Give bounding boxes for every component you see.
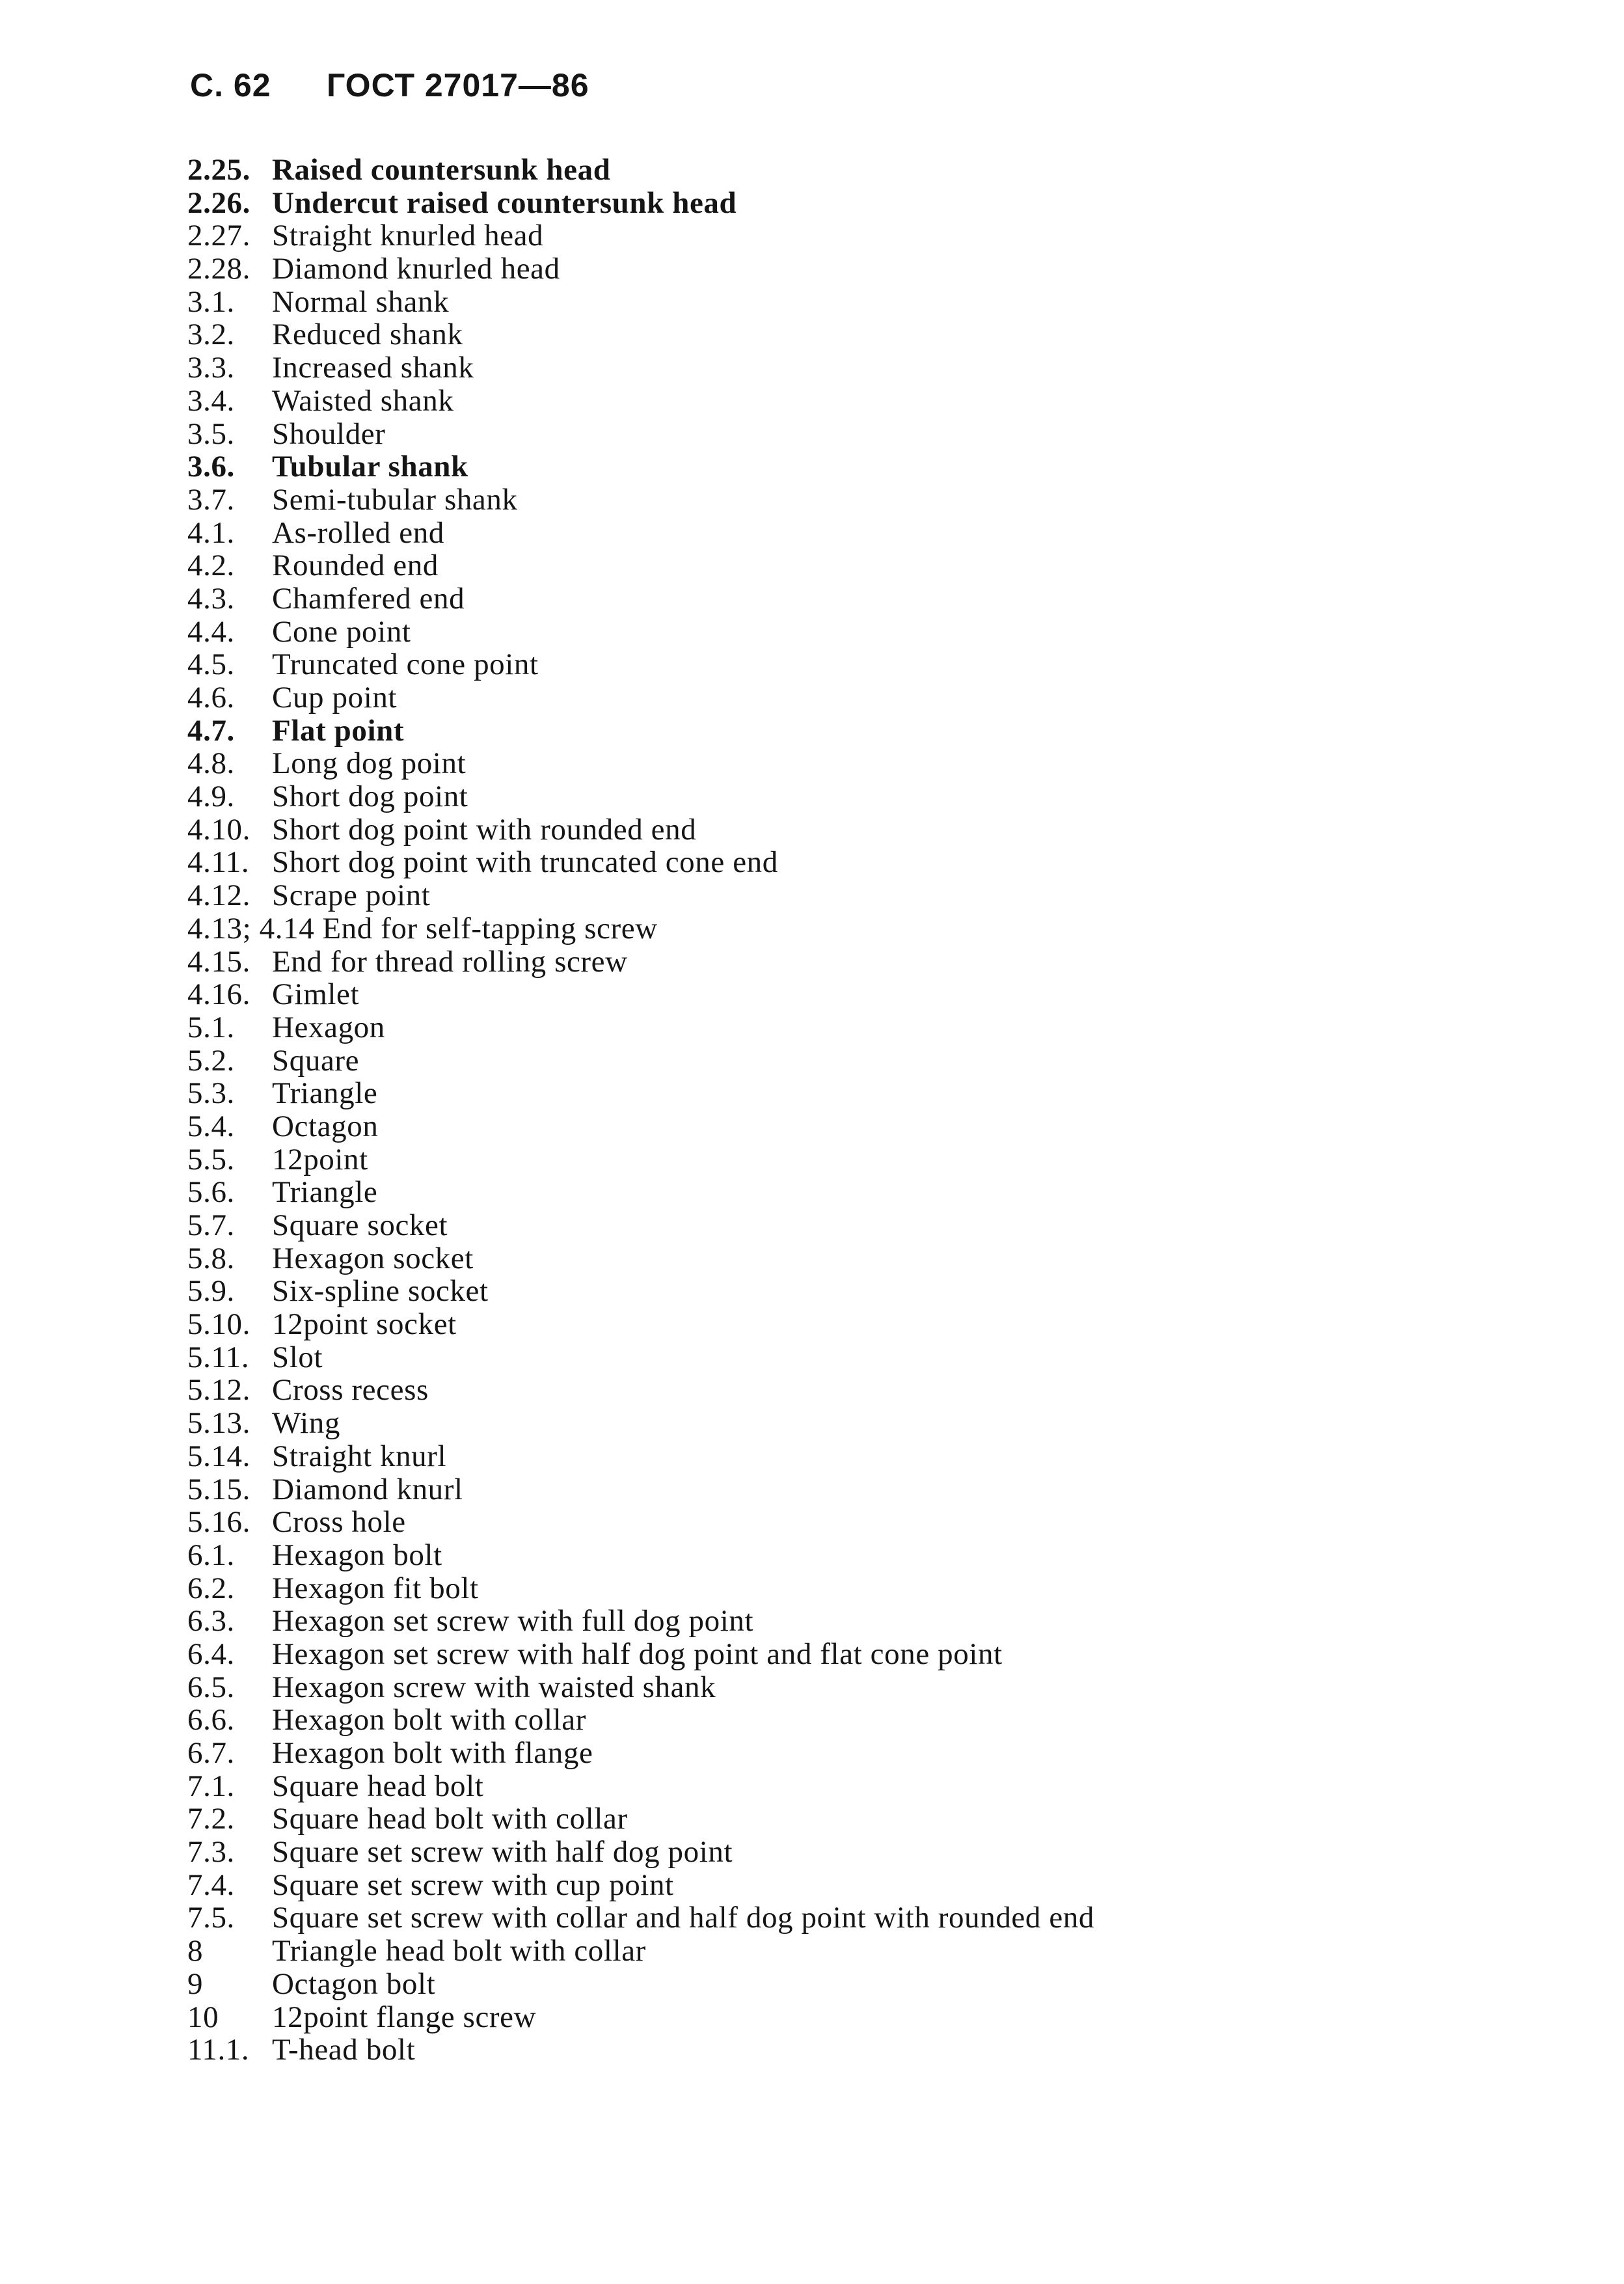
list-item — [187, 1836, 1094, 1869]
item-number: 4.12. — [187, 878, 250, 913]
list-item — [187, 385, 1094, 418]
item-number: 7.5. — [187, 1901, 235, 1935]
item-number: 7.2. — [187, 1802, 235, 1836]
item-number: 5.5. — [187, 1142, 235, 1176]
standard-designation: ГОСТ 27017—86 — [327, 67, 589, 103]
item-number: 4.13; 4.14 — [187, 911, 315, 945]
list-item — [187, 1869, 1094, 1902]
item-number: 8 — [187, 1934, 204, 1968]
list-item — [187, 1572, 1094, 1605]
item-term: Straight knurl — [272, 1439, 447, 1473]
item-number: 5.3. — [187, 1076, 235, 1111]
list-item — [187, 912, 1094, 945]
item-number: 3.7. — [187, 482, 235, 517]
list-item — [187, 318, 1094, 351]
list-item — [187, 1671, 1094, 1704]
item-term: Triangle — [272, 1076, 378, 1111]
list-item — [187, 1077, 1094, 1110]
list-item — [187, 616, 1094, 649]
item-number: 3.6. — [187, 450, 235, 484]
item-term: Hexagon screw with waisted shank — [272, 1670, 716, 1704]
item-term: Hexagon set screw with full dog point — [272, 1604, 754, 1638]
term-list — [187, 154, 1094, 2067]
list-item — [187, 2001, 1094, 2034]
item-term: Wing — [272, 1406, 340, 1441]
list-item — [187, 286, 1094, 319]
list-item — [187, 681, 1094, 714]
item-term: Diamond knurl — [272, 1472, 463, 1506]
item-term: Hexagon socket — [272, 1241, 474, 1275]
item-number: 5.2. — [187, 1043, 235, 1078]
item-number: 3.3. — [187, 351, 235, 385]
list-item — [187, 1044, 1094, 1078]
item-number: 3.1. — [187, 284, 235, 319]
item-number: 4.15. — [187, 944, 250, 979]
list-item — [187, 1143, 1094, 1176]
item-term: End for thread rolling screw — [272, 944, 628, 979]
item-term: Long dog point — [272, 746, 467, 781]
list-item — [187, 846, 1094, 879]
item-term: Hexagon — [272, 1010, 385, 1044]
list-item — [187, 1506, 1094, 1539]
item-number: 9 — [187, 1966, 204, 2001]
list-item — [187, 648, 1094, 681]
list-item — [187, 517, 1094, 550]
item-number: 5.8. — [187, 1241, 235, 1275]
item-number: 5.1. — [187, 1010, 235, 1044]
item-number: 4.4. — [187, 614, 235, 649]
list-item — [187, 1308, 1094, 1341]
list-item — [187, 219, 1094, 252]
item-term: T-head bolt — [272, 2033, 416, 2067]
item-term: Square head bolt — [272, 1769, 484, 1803]
item-number: 4.3. — [187, 581, 235, 616]
item-term: Short dog point — [272, 780, 468, 814]
item-term: Square set screw with half dog point — [272, 1835, 733, 1869]
list-item — [187, 945, 1094, 979]
item-number: 6.4. — [187, 1637, 235, 1671]
item-number: 4.6. — [187, 681, 235, 714]
item-number: 6.3. — [187, 1604, 235, 1638]
list-item — [187, 780, 1094, 813]
list-item — [187, 1209, 1094, 1242]
item-term: Waisted shank — [272, 383, 454, 418]
list-item — [187, 187, 1094, 220]
item-term: Gimlet — [272, 977, 360, 1012]
item-term: Hexagon fit bolt — [272, 1571, 479, 1605]
item-term: Cup point — [272, 681, 398, 714]
item-term: Short dog point with truncated cone end — [272, 845, 778, 880]
item-number: 2.27. — [187, 219, 250, 253]
list-item — [187, 1275, 1094, 1308]
item-number: 6.2. — [187, 1571, 235, 1605]
list-item — [187, 483, 1094, 517]
item-number: 3.5. — [187, 416, 235, 451]
item-term: Hexagon bolt with flange — [272, 1736, 593, 1770]
item-number: 10 — [187, 2000, 219, 2034]
item-term: Octagon bolt — [272, 1966, 436, 2001]
item-number: 5.16. — [187, 1505, 250, 1540]
item-term: Triangle — [272, 1175, 378, 1210]
item-term: Octagon — [272, 1109, 379, 1143]
item-number: 6.1. — [187, 1538, 235, 1572]
item-term: As-rolled end — [272, 515, 444, 550]
list-item — [187, 154, 1094, 187]
list-item — [187, 1935, 1094, 1968]
item-number: 6.6. — [187, 1703, 235, 1737]
item-term: 12point flange screw — [272, 2000, 537, 2034]
item-number: 2.26. — [187, 185, 250, 220]
item-term: Raised countersunk head — [272, 153, 611, 187]
list-item — [187, 351, 1094, 385]
item-number: 2.28. — [187, 252, 250, 286]
item-number: 5.9. — [187, 1274, 235, 1309]
item-term: Square socket — [272, 1208, 448, 1242]
item-term: Six-spline socket — [272, 1274, 489, 1309]
item-number: 5.10. — [187, 1307, 250, 1342]
list-item — [187, 1110, 1094, 1143]
item-term: Shoulder — [272, 416, 386, 451]
item-number: 5.13. — [187, 1406, 250, 1441]
list-item — [187, 252, 1094, 286]
item-term: Straight knurled head — [272, 219, 544, 253]
item-number: 6.5. — [187, 1670, 235, 1704]
list-item — [187, 582, 1094, 616]
list-item — [187, 450, 1094, 483]
item-term: Undercut raised countersunk head — [272, 185, 737, 220]
item-number: 4.5. — [187, 647, 235, 682]
item-term: Flat point — [272, 713, 405, 748]
item-number: 5.6. — [187, 1175, 235, 1210]
list-item — [187, 747, 1094, 780]
item-term: Reduced shank — [272, 318, 463, 352]
item-term: Cross recess — [272, 1373, 429, 1407]
list-item — [187, 1605, 1094, 1638]
item-term: Semi-tubular shank — [272, 482, 518, 517]
page-number: C. 62 — [190, 67, 271, 103]
item-number: 5.11. — [187, 1340, 250, 1374]
item-number: 5.4. — [187, 1109, 235, 1143]
item-number: 7.1. — [187, 1769, 235, 1803]
item-term: Square set screw with collar and half dog point with rounded end — [272, 1901, 1095, 1935]
item-number: 5.15. — [187, 1472, 250, 1506]
item-term: Cross hole — [272, 1505, 406, 1540]
item-term: Short dog point with rounded end — [272, 812, 697, 847]
list-item — [187, 2033, 1094, 2067]
list-item — [187, 1704, 1094, 1737]
item-number: 5.14. — [187, 1439, 250, 1473]
item-term: Rounded end — [272, 549, 439, 583]
item-number: 4.16. — [187, 977, 250, 1012]
item-term: Increased shank — [272, 351, 474, 385]
list-item — [187, 549, 1094, 582]
list-item — [187, 879, 1094, 912]
item-term: Chamfered end — [272, 581, 465, 616]
item-term: Slot — [272, 1340, 323, 1374]
item-term: 12point — [272, 1142, 368, 1176]
item-term: Hexagon bolt — [272, 1538, 442, 1572]
item-term: End for self-tapping screw — [322, 911, 658, 945]
list-item — [187, 418, 1094, 451]
list-item — [187, 1407, 1094, 1440]
list-item — [187, 1737, 1094, 1770]
list-item — [187, 1242, 1094, 1275]
list-item — [187, 1638, 1094, 1671]
item-number: 4.8. — [187, 746, 235, 781]
item-term: Triangle head bolt with collar — [272, 1934, 646, 1968]
page-header — [190, 66, 589, 104]
item-number: 4.11. — [187, 845, 250, 880]
list-item — [187, 1011, 1094, 1044]
list-item — [187, 1473, 1094, 1506]
item-term: Square — [272, 1043, 360, 1078]
item-term: Truncated cone point — [272, 647, 539, 682]
item-number: 6.7. — [187, 1736, 235, 1770]
item-term: Square set screw with cup point — [272, 1868, 674, 1902]
item-term: Hexagon set screw with half dog point and flat cone point — [272, 1637, 1003, 1671]
item-term: Diamond knurled head — [272, 252, 560, 286]
item-term: Normal shank — [272, 284, 450, 319]
item-number: 11.1. — [187, 2033, 250, 2067]
item-term: Scrape point — [272, 878, 431, 913]
item-number: 4.2. — [187, 549, 235, 583]
item-number: 4.7. — [187, 713, 235, 748]
item-number: 5.7. — [187, 1208, 235, 1242]
list-item — [187, 1802, 1094, 1836]
list-item — [187, 978, 1094, 1011]
list-item — [187, 1341, 1094, 1374]
item-term: 12point socket — [272, 1307, 457, 1342]
item-term: Cone point — [272, 614, 411, 649]
item-number: 5.12. — [187, 1373, 250, 1407]
item-term: Hexagon bolt with collar — [272, 1703, 586, 1737]
list-item — [187, 1770, 1094, 1803]
list-item — [187, 813, 1094, 847]
item-number: 3.4. — [187, 383, 235, 418]
list-item — [187, 1440, 1094, 1473]
item-number: 4.9. — [187, 780, 235, 814]
list-item — [187, 714, 1094, 748]
item-term: Square head bolt with collar — [272, 1802, 628, 1836]
list-item — [187, 1176, 1094, 1209]
list-item — [187, 1539, 1094, 1572]
list-item — [187, 1968, 1094, 2001]
item-number: 4.1. — [187, 515, 235, 550]
item-number: 7.3. — [187, 1835, 235, 1869]
list-item — [187, 1901, 1094, 1935]
item-number: 3.2. — [187, 318, 235, 352]
item-number: 2.25. — [187, 153, 250, 187]
item-number: 4.10. — [187, 812, 250, 847]
item-number: 7.4. — [187, 1868, 235, 1902]
item-term: Tubular shank — [272, 450, 468, 484]
list-item — [187, 1374, 1094, 1407]
